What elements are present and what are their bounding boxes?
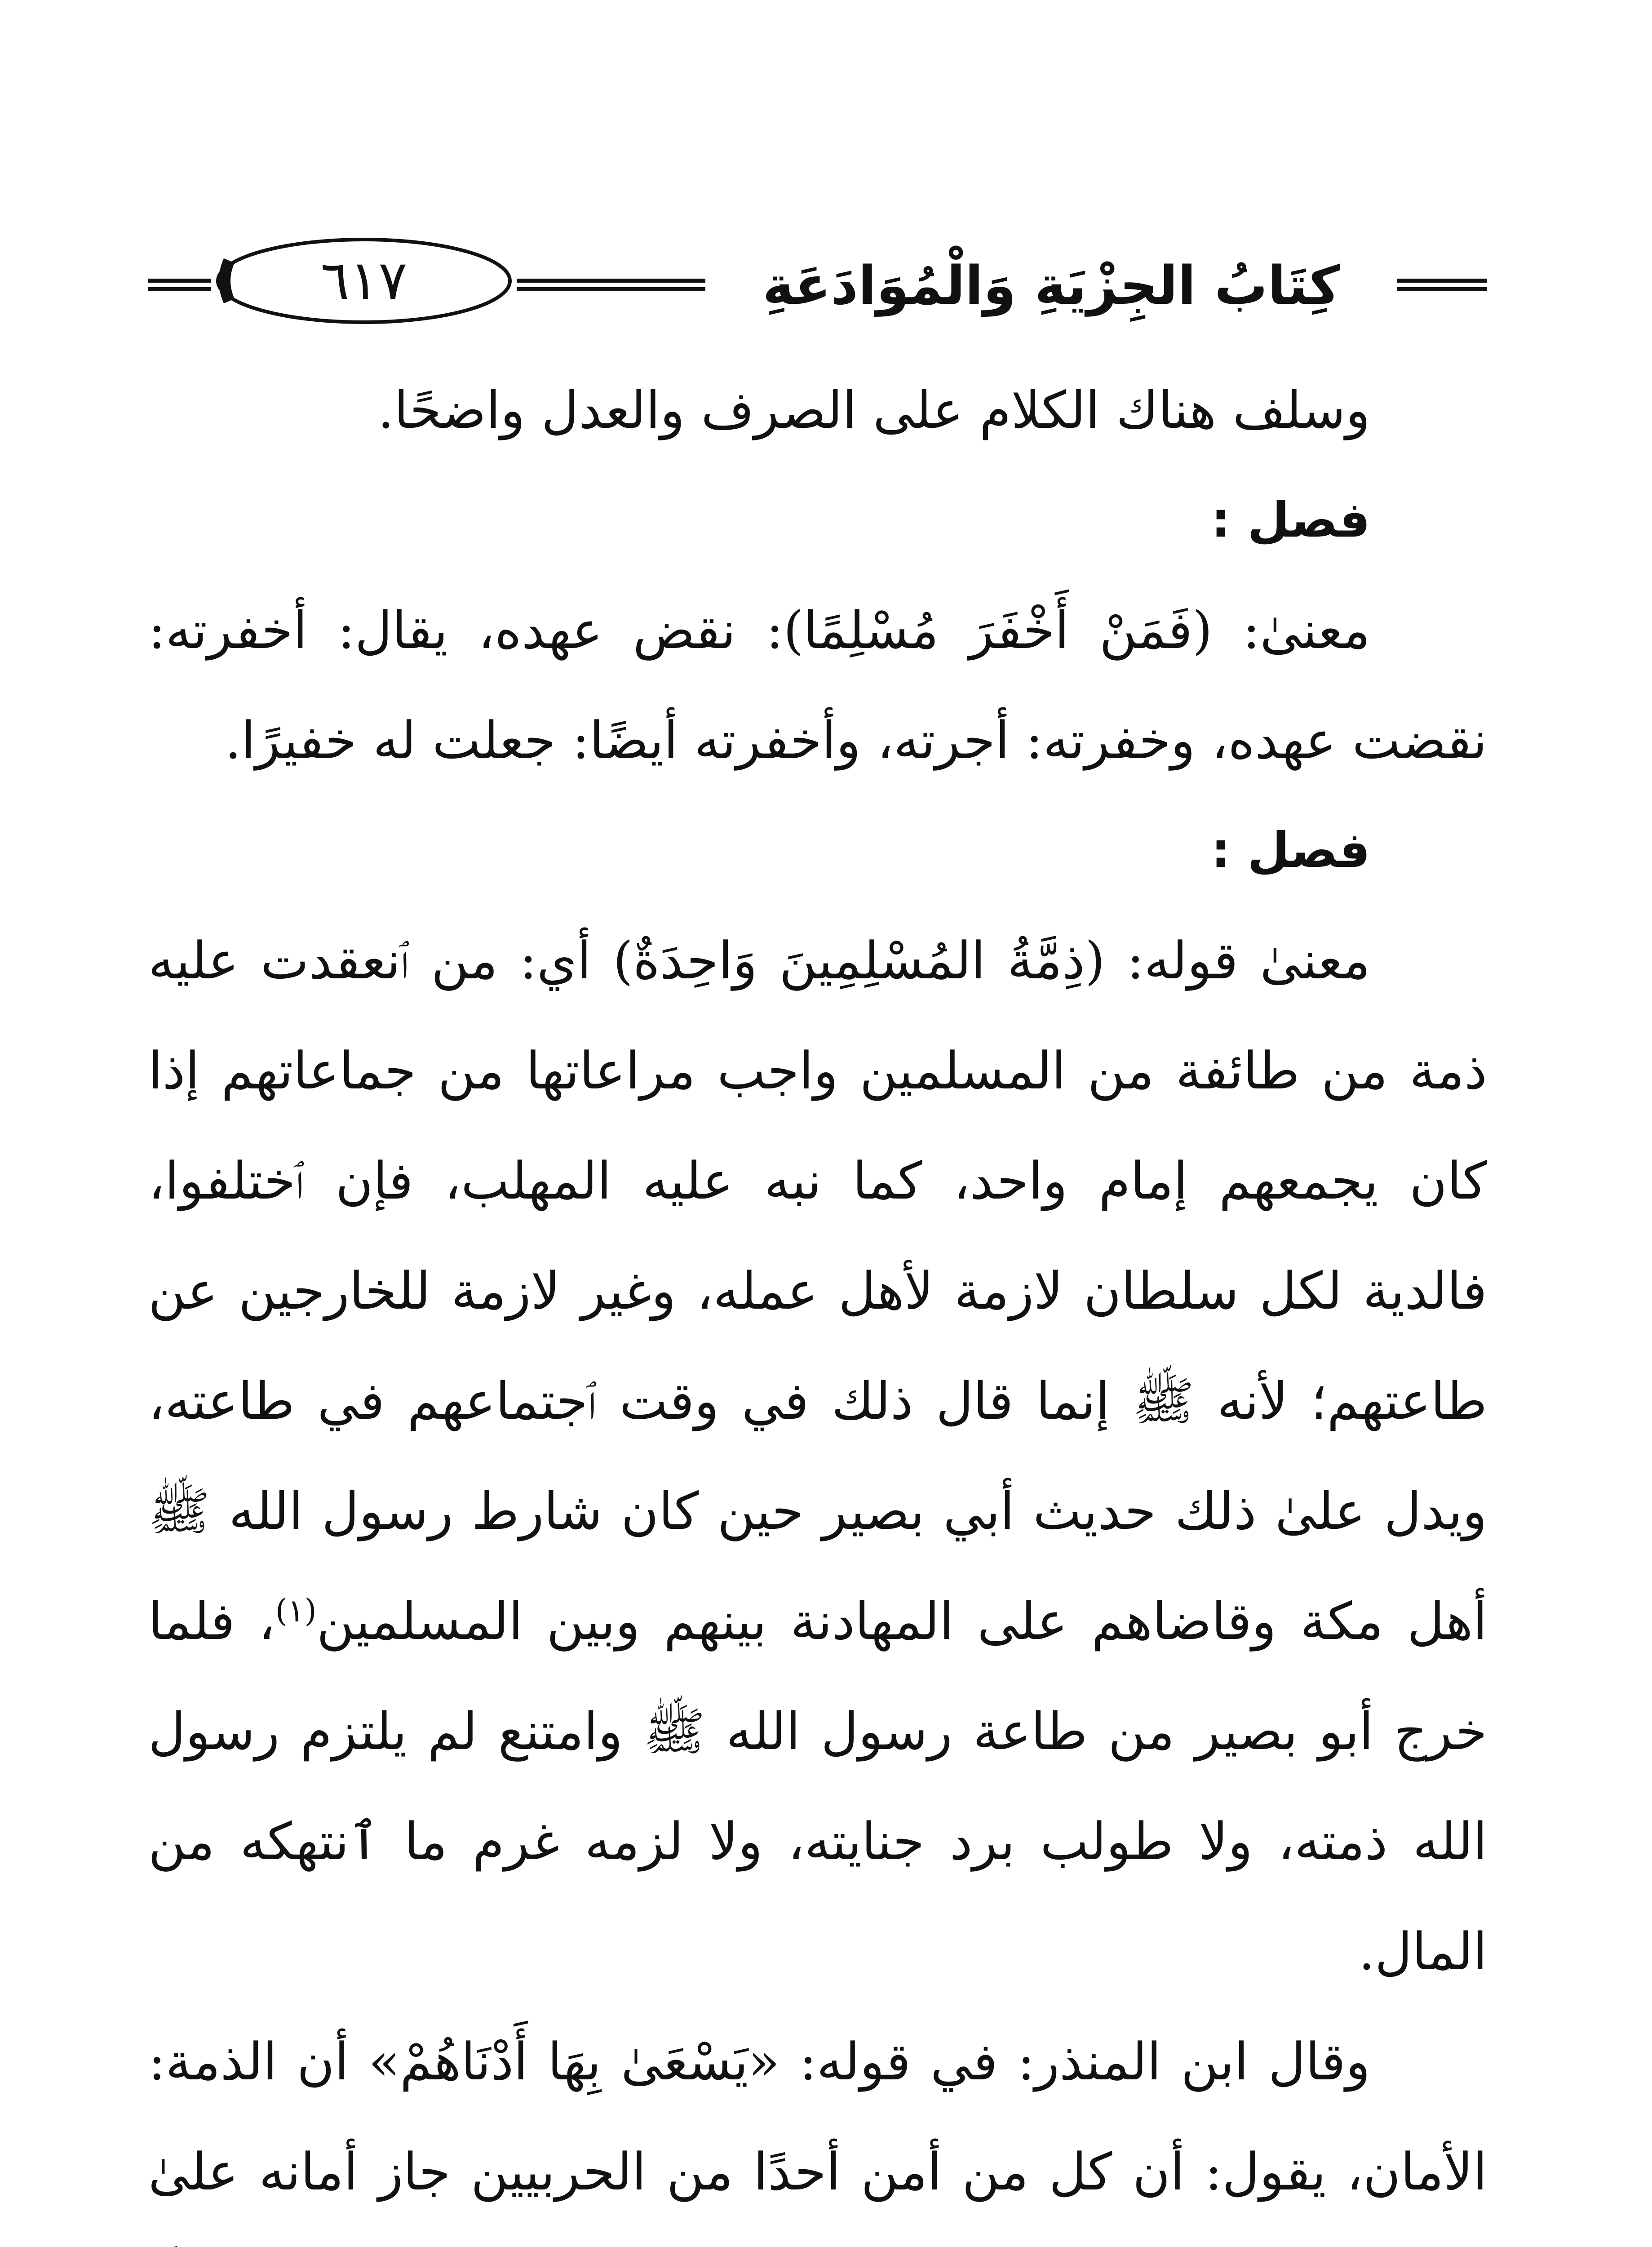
page-number: ٦١٧ — [320, 249, 407, 312]
paragraph-text: معنىٰ: (فَمَنْ أَخْفَرَ مُسْلِمًا): نقض عهده، يقال: أخفرته: نقضت عهده، وخفرته: أجرته، وأخفرته أيضًا: جعلت له خفيرًا. — [148, 600, 1487, 770]
header-rule-right — [1397, 279, 1487, 291]
main-text — [148, 355, 1487, 2247]
paragraph — [148, 355, 1487, 465]
paragraph — [148, 906, 1487, 2007]
page-number-badge — [211, 234, 517, 328]
section-heading: فصل : — [1211, 492, 1370, 548]
paragraph-text: معنىٰ قوله: (ذِمَّةُ المُسْلِمِينَ وَاحِدَةٌ) أي: من ٱنعقدت عليه ذمة من طائفة من المسلمين واجب مراعاتها من جماعاتهم إذا كان يجمعهم إمام واحد، كما نبه عليه المهلب، فإن ٱختلفوا، فالدية لكل سلطان لازمة لأهل عمله، وغير لازمة للخارجين عن طاعتهم؛ لأنه ﷺ إنما قال ذلك في وقت ٱجتماعهم في طاعته، ويدل علىٰ ذلك حديث أبي بصير حين كان شارط رسول الله ﷺ أهل مكة وقاضاهم على المهادنة بينهم وبين المسلمين — [148, 931, 1488, 1651]
footnote-reference[interactable]: (١) — [275, 1592, 317, 1629]
paragraph — [148, 575, 1487, 795]
paragraph — [148, 2007, 1487, 2247]
page-header — [148, 234, 1487, 328]
header-rule-left — [148, 279, 211, 291]
paragraph-text: وسلف هناك الكلام على الصرف والعدل واضحًا. — [377, 380, 1370, 440]
paragraph-text: وقال ابن المنذر: في قوله: «يَسْعَىٰ بِهَا أَدْنَاهُمْ» أن الذمة: الأمان، يقول: أن كل من أمن أحدًا من الحربيين جاز أمانه علىٰ — [148, 2032, 1487, 2202]
header-rule-middle — [517, 279, 705, 291]
paragraph-text-continued: ، فلما خرج أبو بصير من طاعة رسول الله ﷺ وامتنع لم يلتزم رسول الله ذمته، ولا طولب برد جنايته، ولا لزمه غرم ما ٱنتهكه من المال. — [148, 1591, 1487, 1981]
section-heading: فصل : — [1211, 822, 1370, 879]
running-title: كِتَابُ الجِزْيَةِ وَالْمُوَادَعَةِ — [762, 254, 1340, 316]
